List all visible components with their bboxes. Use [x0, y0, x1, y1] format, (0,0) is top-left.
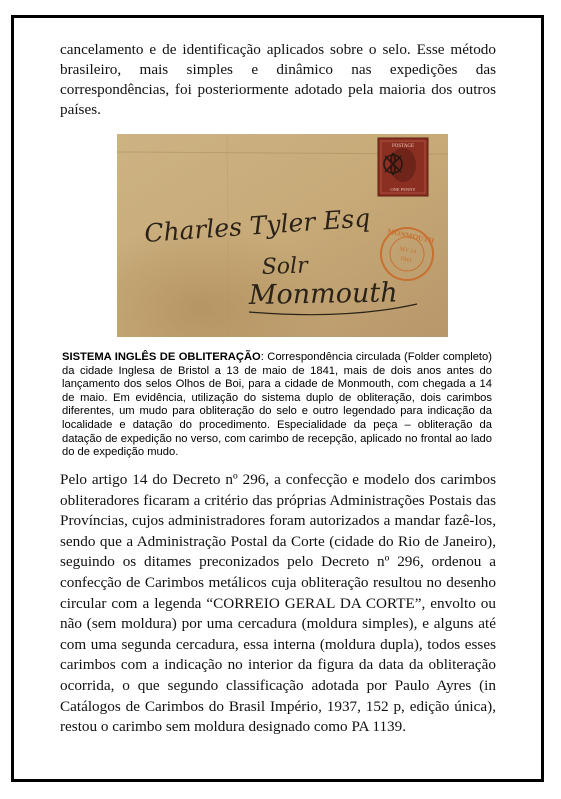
- address-line-3: Monmouth: [248, 277, 398, 311]
- stamp-bottom-text: ONE PENNY: [390, 187, 416, 192]
- stamp-top-text: POSTAGE: [391, 144, 415, 149]
- caption-title: SISTEMA INGLÊS DE OBLITERAÇÃO: [62, 351, 261, 363]
- letter-photo: [117, 134, 448, 337]
- stamp: [378, 138, 428, 196]
- intro-paragraph: cancelamento e de identificação aplicados sobre o selo. Esse método brasileiro, mais simples e dinâmico nas expedições das correspondências, foi posteriormente adotado pela maioria dos outros países.: [60, 41, 496, 118]
- svg-text:1841: 1841: [399, 255, 413, 265]
- figure-caption: [62, 351, 492, 460]
- main-paragraph: Pelo artigo 14 do Decreto nº 296, a confecção e modelo dos carimbos obliteradores ficaram a critério das próprias Administrações Postais das Províncias, cujos administradores foram autorizados a mandar fazê-los, sendo que a Administração Postal da Corte (cidade do Rio de Janeiro), seguindo os ditames preconizados pelo Decreto nº 296, ordenou a confecção de Carimbos metálicos cuja obliteração resultou no desenho circular com a legenda “CORREIO GERAL DA CORTE”, envolto ou não (sem moldura) por uma cercadura (moldura simples), e alguns até com uma segunda cercadura, essa interna (moldura dupla), todos esses carimbos com a indicação no interior da figura da data da obliteração ocorrida, o que segundo classificação adotada por Paulo Ayres (in Catálogos de Carimbos do Brasil Império, 1937, 152 p, edição única), restou o carimbo sem moldura designado como PA 1139.: [60, 471, 496, 736]
- address-line-2: Solr: [261, 253, 309, 280]
- address-line-1: Charles Tyler Esq: [143, 203, 372, 248]
- svg-text:MY 14: MY 14: [398, 246, 417, 256]
- postmark-text: MONMOUTH: [386, 226, 436, 246]
- caption-body: : Correspondência circulada (Folder completo) da cidade Inglesa de Bristol a 13 de maio de 1841, mais de dois anos antes do lançamento dos selos Olhos de Boi, para a cidade de Monmouth, com chegada a 14 de maio. Em evidência, utilização do sistema duplo de obliteração, dois carimbos diferentes, um mudo para obliteração do selo e outro legendado para indicação da localidade e datação do procedimento. Especialidade da peça – obliteração da datação de expedição no verso, com carimbo de recepção, aplicado no frontal ao lado do de expedição mudo.: [62, 351, 492, 459]
- letter-image: [117, 134, 448, 337]
